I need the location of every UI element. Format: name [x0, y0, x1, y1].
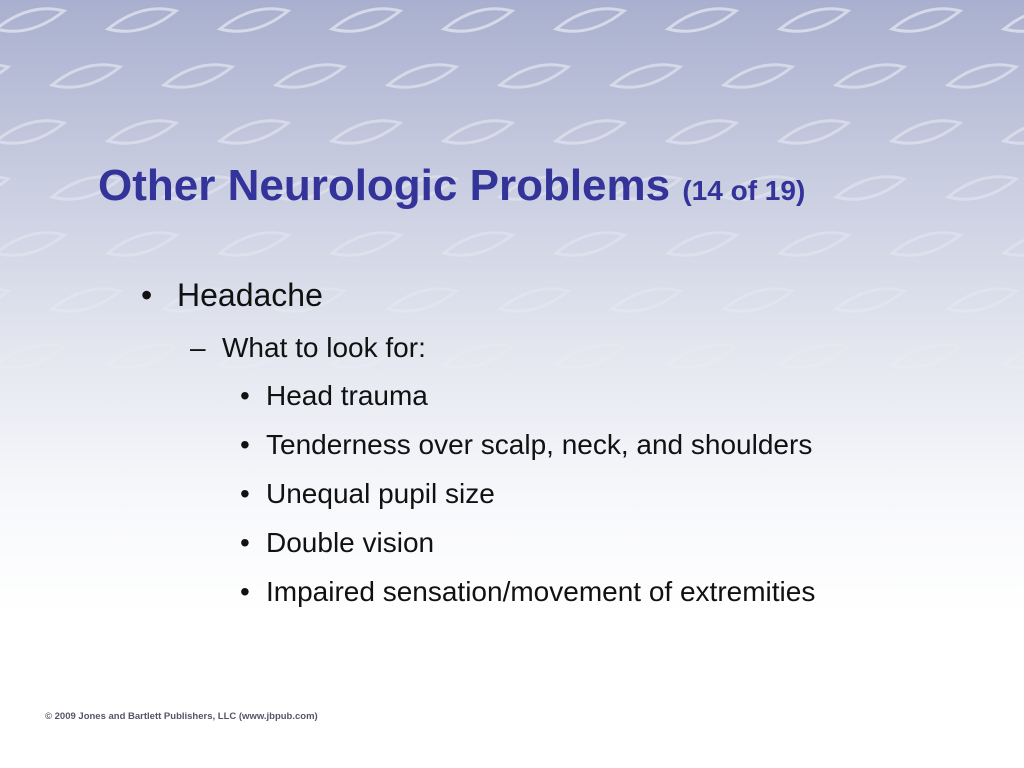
bullet-icon: • — [240, 429, 250, 460]
bullet-icon: • — [240, 576, 250, 607]
list-item: Head trauma — [266, 380, 428, 411]
dash-icon: – — [190, 332, 206, 363]
bullet-icon: • — [240, 478, 250, 509]
list-item: Unequal pupil size — [266, 478, 495, 509]
bullet-headache: Headache — [177, 277, 323, 313]
title-main: Other Neurologic Problems — [98, 161, 671, 210]
bullet-icon: • — [240, 527, 250, 558]
copyright-footer: © 2009 Jones and Bartlett Publishers, LLC (www.jbpub.com) — [45, 711, 318, 722]
bullet-icon: • — [141, 277, 153, 313]
list-item: Impaired sensation/movement of extremities — [266, 576, 816, 607]
list-item: Tenderness over scalp, neck, and shoulders — [266, 429, 813, 460]
bullet-icon: • — [240, 380, 250, 411]
sub-bullet-what-to-look-for: What to look for: — [222, 332, 426, 363]
list-item: Double vision — [266, 527, 435, 558]
title-page-count: (14 of 19) — [682, 175, 806, 206]
